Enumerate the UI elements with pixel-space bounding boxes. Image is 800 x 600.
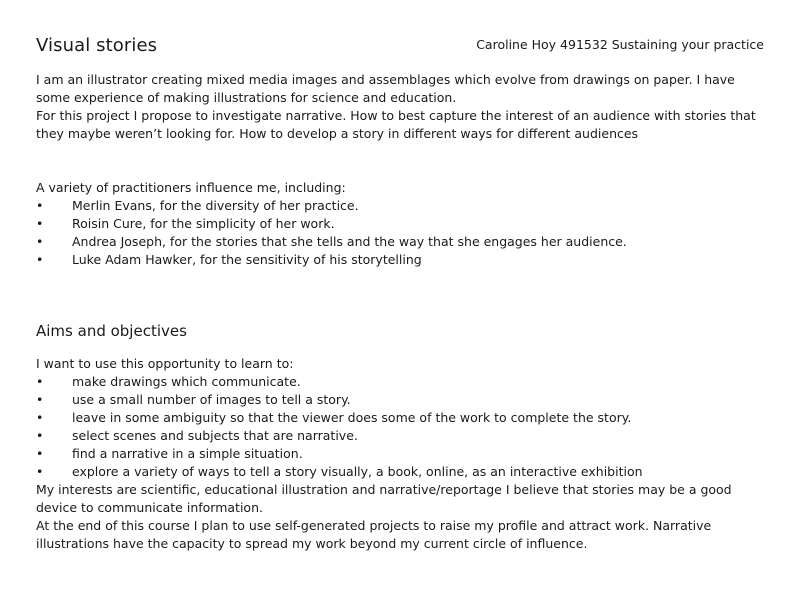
bullet-icon: • [36, 410, 44, 425]
aims-section [36, 355, 766, 553]
intro-section [36, 71, 766, 143]
list-item [36, 233, 766, 251]
aims-list [36, 373, 766, 481]
influences-lead: A variety of practitioners influence me, including: [36, 180, 346, 195]
influences-section [36, 179, 766, 269]
list-item [36, 427, 766, 445]
list-item-text: Roisin Cure, for the simplicity of her work. [72, 216, 335, 231]
bullet-icon: • [36, 198, 44, 213]
aims-paragraph-1: My interests are scientific, educational illustration and narrative/reportage I believe that stories may be a good device to communicate information. [36, 482, 732, 515]
list-item-text: select scenes and subjects that are narrative. [72, 428, 358, 443]
aims-heading: Aims and objectives [36, 322, 187, 340]
list-item-text: make drawings which communicate. [72, 374, 301, 389]
intro-paragraph-2: For this project I propose to investigate narrative. How to best capture the interest of an audience with stories that they maybe weren’t looking for. How to develop a story in different ways for different audiences [36, 108, 756, 141]
list-item-text: Merlin Evans, for the diversity of her practice. [72, 198, 359, 213]
list-item [36, 197, 766, 215]
aims-lead: I want to use this opportunity to learn to: [36, 356, 294, 371]
list-item-text: use a small number of images to tell a story. [72, 392, 351, 407]
list-item [36, 391, 766, 409]
author-course-info: Caroline Hoy 491532 Sustaining your practice [476, 37, 764, 52]
aims-paragraph-2: At the end of this course I plan to use self-generated projects to raise my profile and attract work. Narrative illustrations have the capacity to spread my work beyond my current circle of influence. [36, 518, 712, 551]
bullet-icon: • [36, 252, 44, 267]
list-item [36, 463, 766, 481]
list-item [36, 215, 766, 233]
bullet-icon: • [36, 234, 44, 249]
intro-paragraph-1: I am an illustrator creating mixed media images and assemblages which evolve from drawings on paper. I have some experience of making illustrations for science and education. [36, 72, 735, 105]
list-item-text: explore a variety of ways to tell a story visually, a book, online, as an interactive exhibition [72, 464, 643, 479]
bullet-icon: • [36, 216, 44, 231]
page-title: Visual stories [36, 35, 158, 56]
bullet-icon: • [36, 446, 44, 461]
list-item-text: Luke Adam Hawker, for the sensitivity of his storytelling [72, 252, 422, 267]
bullet-icon: • [36, 428, 44, 443]
bullet-icon: • [36, 464, 44, 479]
bullet-icon: • [36, 392, 44, 407]
list-item-text: Andrea Joseph, for the stories that she tells and the way that she engages her audience. [72, 234, 627, 249]
list-item-text: leave in some ambiguity so that the viewer does some of the work to complete the story. [72, 410, 632, 425]
list-item [36, 445, 766, 463]
list-item [36, 251, 766, 269]
bullet-icon: • [36, 374, 44, 389]
influences-list [36, 197, 766, 269]
list-item [36, 409, 766, 427]
list-item-text: find a narrative in a simple situation. [72, 446, 303, 461]
list-item [36, 373, 766, 391]
